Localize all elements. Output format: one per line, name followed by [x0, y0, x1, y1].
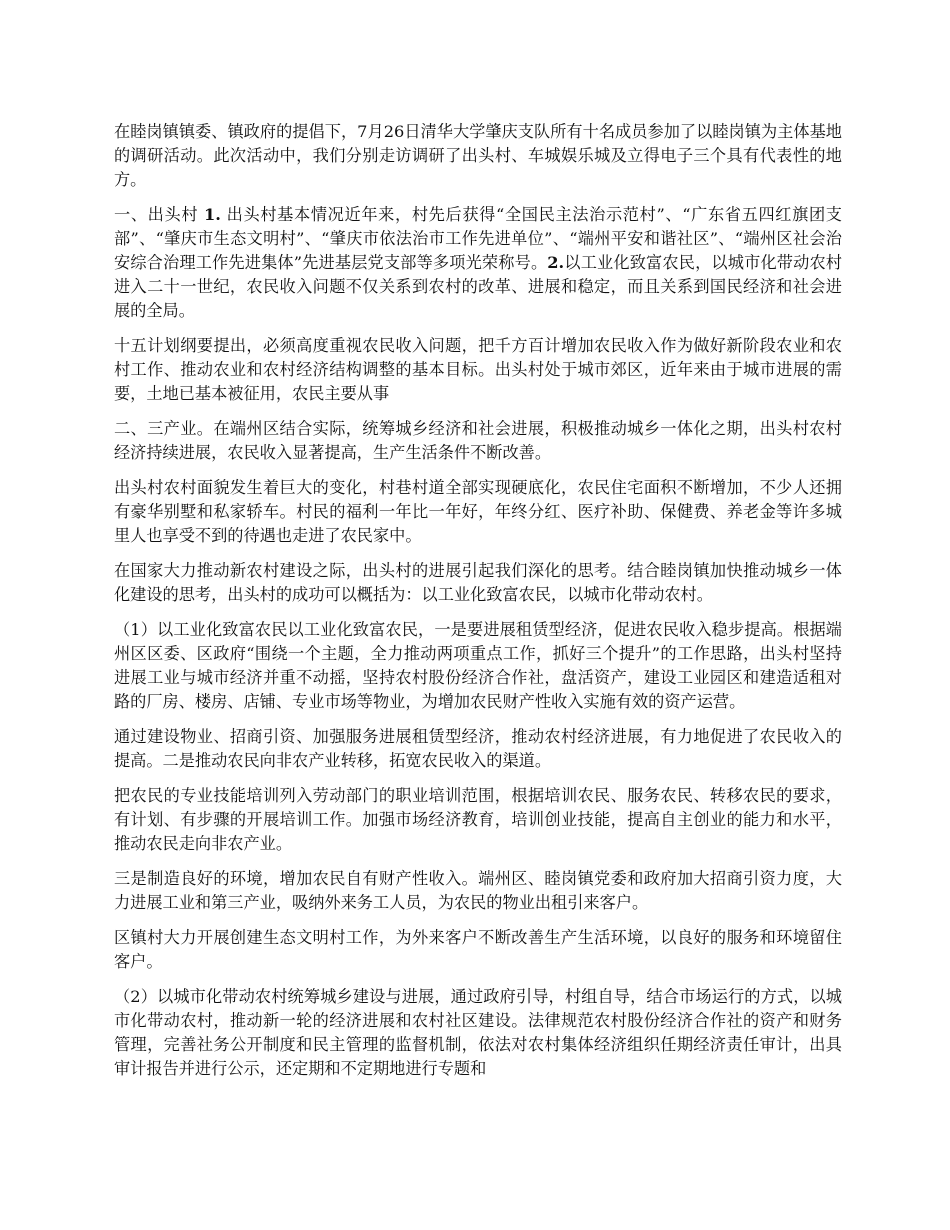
paragraph-village-overview: 出头村基本情况近年来，村先后获得“全国民主法治示范村”、“广东省五四红旗团支部”、“肇庆市生态文明村”、“肇庆市依法治市工作先进单位”、“端州平安和谐社区”、“端州区社会治安综合治理工作先进集体”先进基层党支部等多项光荣称号。 — [114, 205, 842, 272]
paragraph-training: 把农民的专业技能培训列入劳动部门的职业培训范围，根据培训农民、服务农民、转移农民的要求，有计划、有步骤的开展培训工作。加强市场经济教育，培训创业技能，提高自主创业的能力和水平，推动农民走向非农产业。 — [114, 786, 842, 853]
section-heading: 一、出头村 — [114, 205, 199, 224]
paragraph-environment: 三是制造良好的环境，增加农民自有财产性收入。端州区、睦岗镇党委和政府加大招商引资力度，大力进展工业和第三产业，吸纳外来务工人员，为农民的物业出租引来客户。 — [114, 869, 842, 912]
paragraph-reflection: 在国家大力推动新农村建设之际，出头村的进展引起我们深化的思考。结合睦岗镇加快推动城乡一体化建设的思考，出头村的成功可以概括为：以工业化致富农民，以城市化带动农村。 — [114, 561, 842, 604]
item-number-1: 1. — [203, 205, 221, 224]
paragraph-eco-village: 区镇村大力开展创建生态文明村工作，为外来客户不断改善生产生活环境，以良好的服务和环境留住客户。 — [114, 928, 842, 971]
paragraph-village-change: 出头村农村面貌发生着巨大的变化，村巷村道全部实现硬底化，农民住宅面积不断增加，不少人还拥有豪华别墅和私家轿车。村民的福利一年比一年好，年终分红、医疗补助、保健费、养老金等许多城里人也享受不到的待遇也走进了农民家中。 — [114, 478, 842, 545]
item-number-2: 2. — [547, 253, 565, 272]
paragraph-intro: 在睦岗镇镇委、镇政府的提倡下，7月26日清华大学肇庆支队所有十名成员参加了以睦岗镇为主体基地的调研活动。此次活动中，我们分别走访调研了出头村、车城娱乐城及立得电子三个具有代表性的地方。 — [114, 122, 842, 189]
paragraph-industrialization: 以工业化致富农民，以城市化带动农村进入二十一世纪，农民收入问题不仅关系到农村的改革、进展和稳定，而且关系到国民经济和社会进展的全局。 — [114, 253, 842, 320]
paragraph-leasing-economy: 通过建设物业、招商引资、加强服务进展租赁型经济，推动农村经济进展，有力地促进了农民收入的提高。二是推动农民向非农产业转移，拓宽农民收入的渠道。 — [114, 727, 842, 770]
paragraph-five-year-plan: 十五计划纲要提出，必须高度重视农民收入问题，把千方百计增加农民收入作为做好新阶段农业和农村工作、推动农业和农村经济结构调整的基本目标。出头村处于城市郊区，近年来由于城市进展的需要，土地已基本被征用，农民主要从事 — [114, 336, 842, 403]
paragraph-point-1: （1）以工业化致富农民以工业化致富农民，一是要进展租赁型经济，促进农民收入稳步提高。根据端州区区委、区政府“围绕一个主题，全力推动两项重点工作，抓好三个提升”的工作思路，出头村坚持进展工业与城市经济并重不动摇，坚持农村股份经济合作社，盘活资产，建设工业园区和建造适租对路的厂房、楼房、店铺、专业市场等物业，为增加农民财产性收入实施有效的资产运营。 — [114, 620, 842, 711]
paragraph-secondary-tertiary: 二、三产业。在端州区结合实际，统筹城乡经济和社会进展，积极推动城乡一体化之期，出头村农村经济持续进展，农民收入显著提高，生产生活条件不断改善。 — [114, 419, 842, 462]
paragraph-section-one — [114, 203, 842, 323]
document-body — [114, 120, 842, 1092]
paragraph-point-2: （2）以城市化带动农村统筹城乡建设与进展，通过政府引导，村组自导，结合市场运行的方式，以城市化带动农村，推动新一轮的经济进展和农村社区建设。法律规范农村股份经济合作社的资产和财务管理，完善社务公开制度和民主管理的监督机制，依法对农村集体经济组织任期经济责任审计，出具审计报告并进行公示，还定期和不定期地进行专题和 — [114, 987, 842, 1078]
